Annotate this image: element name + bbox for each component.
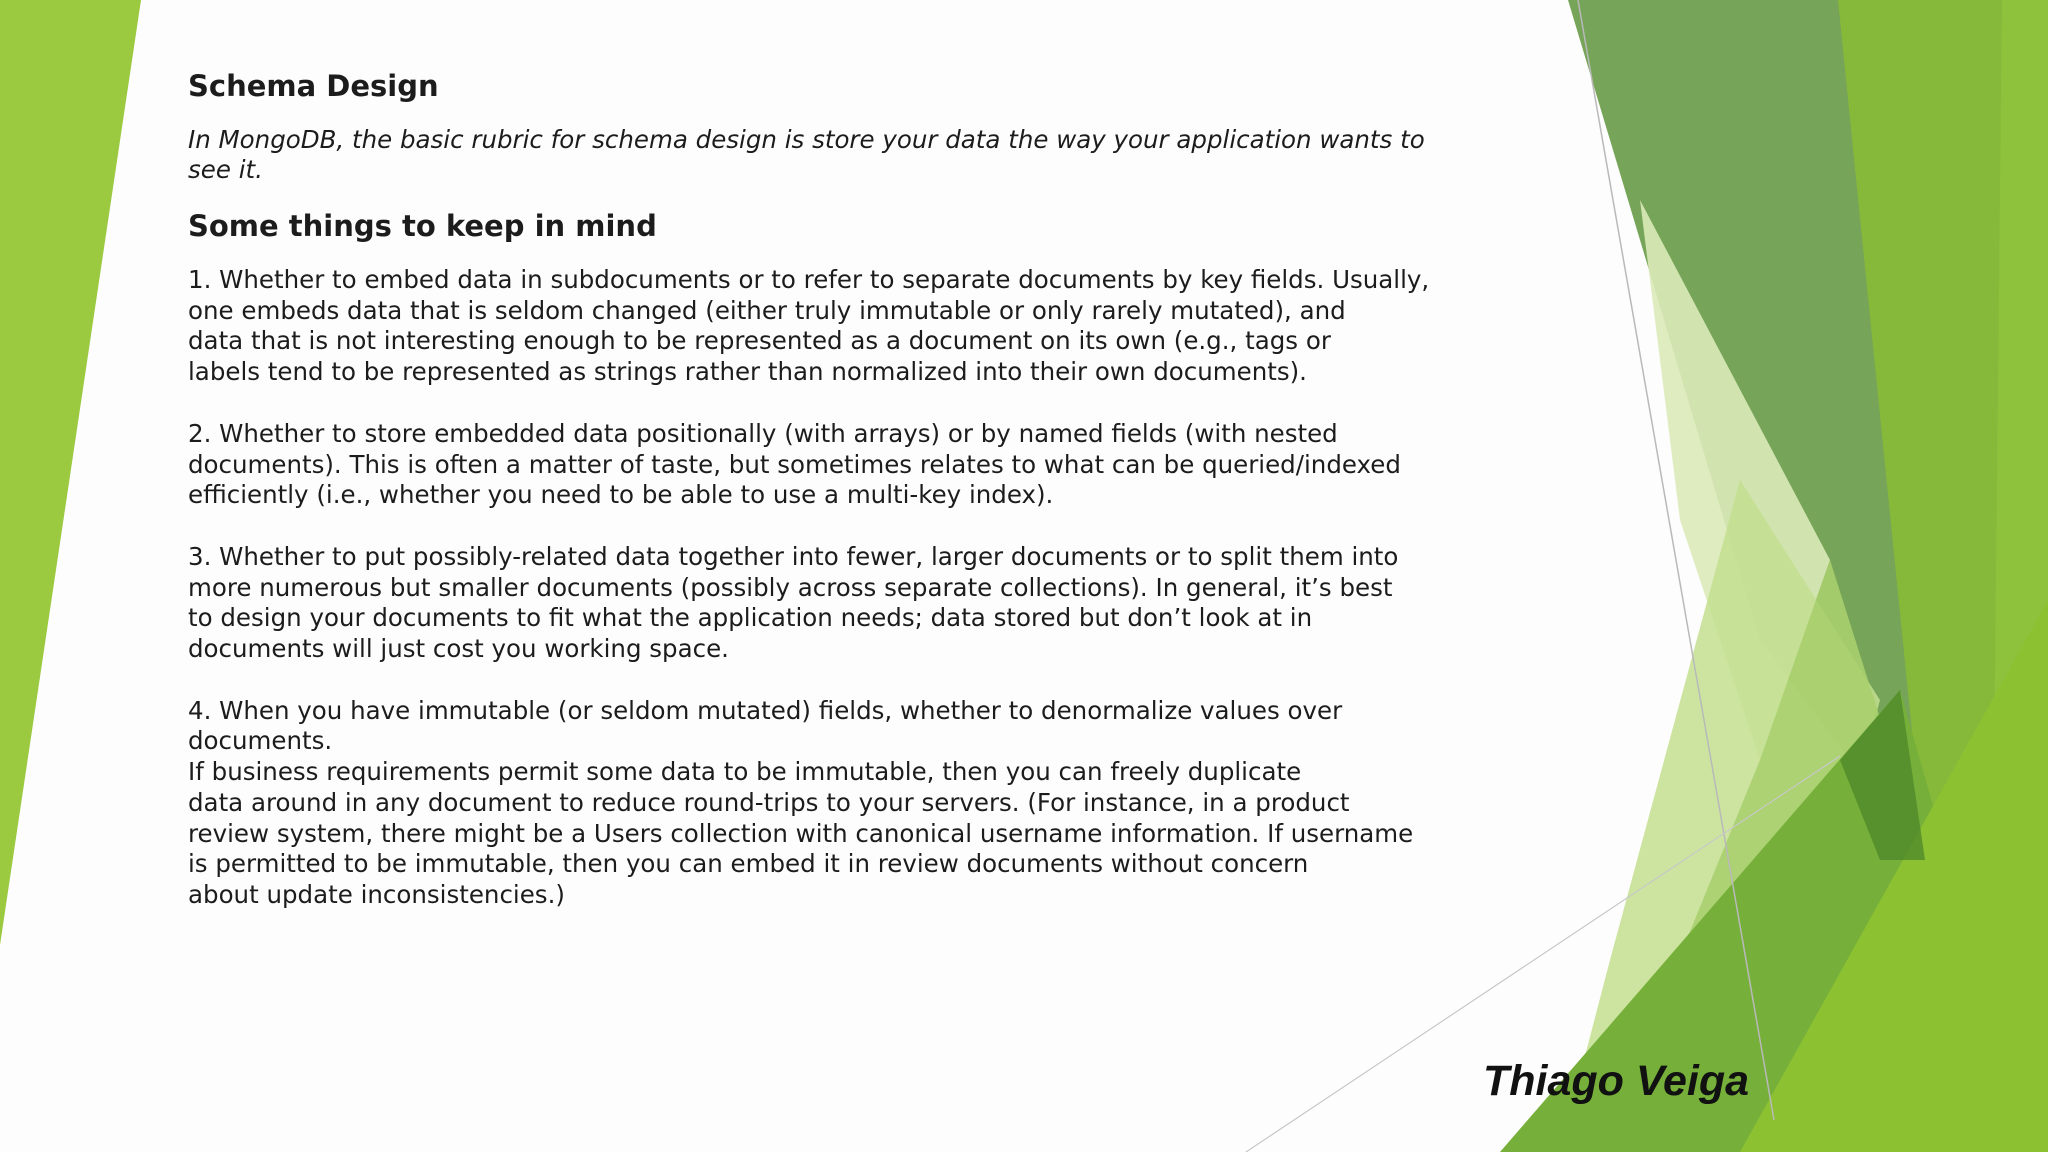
intro-text: In MongoDB, the basic rubric for schema design is store your data the way your application wants to see it. xyxy=(188,125,1425,184)
left-green-band xyxy=(0,0,141,945)
paragraph-3: 3. Whether to put possibly-related data together into fewer, larger documents or to split them into more numerous but smaller documents (possibly across separate collections). In general, it’s best to design your documents to fit what the application needs; data stored but don’t look at in documents will just cost you working space. xyxy=(188,541,1399,664)
paragraph-1: 1. Whether to embed data in subdocuments or to refer to separate documents by key fields. Usually, one embeds data that is seldom changed (either truly immutable or only rarely mutated), and data that is not interesting enough to be represented as a document on its own (e.g., tags or labels tend to be represented as strings rather than normalized into their own documents). xyxy=(188,265,1430,387)
slide-title: Schema Design xyxy=(188,69,439,103)
slide-content xyxy=(188,64,1468,911)
author-name: Thiago Veiga xyxy=(1483,1057,1749,1105)
section-subtitle: Some things to keep in mind xyxy=(188,209,657,243)
paragraph-4: 4. When you have immutable (or seldom mutated) fields, whether to denormalize values over documents. If business requirements permit some data to be immutable, then you can freely duplicate data around in any document to reduce round-trips to your servers. (For instance, in a product review system, there might be a Users collection with canonical username information. If username is permitted to be immutable, then you can embed it in review documents without concern about update inconsistencies.) xyxy=(188,695,1414,909)
paragraph-2: 2. Whether to store embedded data positionally (with arrays) or by named fields (with nested documents). This is often a matter of taste, but sometimes relates to what can be queried/indexed efficiently (i.e., whether you need to be able to use a multi-key index). xyxy=(188,418,1401,510)
